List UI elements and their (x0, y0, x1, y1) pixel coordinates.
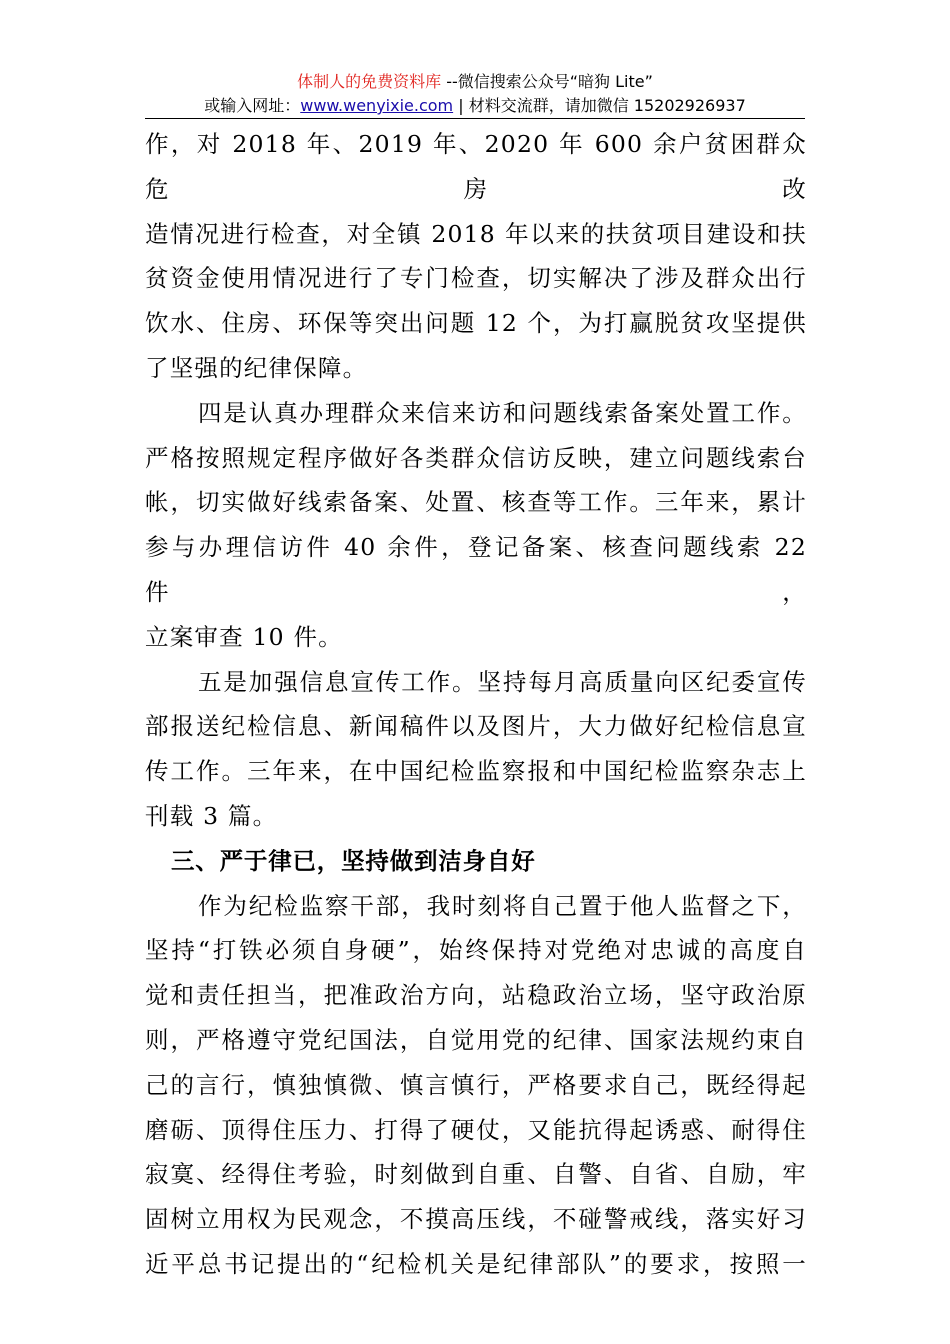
body-line: 部报送纪检信息、新闻稿件以及图片，大力做好纪检信息宣 (145, 712, 807, 741)
body-line: 立案审查 10 件。 (145, 622, 343, 651)
body-line: 寂寞、经得住考验，时刻做到自重、自警、自省、自励，牢 (145, 1160, 807, 1189)
body-line: 传工作。三年来，在中国纪检监察报和中国纪检监察杂志上 (145, 757, 807, 786)
body-line: 则，严格遵守党纪国法，自觉用党的纪律、国家法规约束自 (145, 1025, 807, 1054)
body-line: 了坚强的纪律保障。 (145, 353, 368, 382)
body-line: 己的言行，慎独慎微、慎言慎行，严格要求自己，既经得起 (145, 1070, 807, 1099)
body-line: 磨砺、顶得住压力、打得了硬仗，又能抗得起诱惑、耐得住 (145, 1115, 807, 1144)
header-brand: 体制人的免费资料库 (297, 72, 442, 91)
header-divider (145, 118, 805, 119)
body-line: 五是加强信息宣传工作。坚持每月高质量向区纪委宣传 (198, 667, 807, 696)
body-line: 近平总书记提出的“纪检机关是纪律部队”的要求，按照一 (145, 1249, 807, 1278)
body-line: 造情况进行检查，对全镇 2018 年以来的扶贫项目建设和扶 (145, 219, 807, 248)
header-line-2 (145, 94, 805, 118)
header-contact: | 材料交流群，请加微信 15202926937 (453, 96, 746, 115)
body-line: 作为纪检监察干部，我时刻将自己置于他人监督之下， (198, 891, 807, 920)
body-line: 参与办理信访件 40 余件，登记备案、核查问题线索 22 件， (145, 533, 807, 606)
body-line: 作，对 2018 年、2019 年、2020 年 600 余户贫困群众危房改 (145, 130, 807, 203)
section-heading: 三、严于律已，坚持做到洁身自好 (171, 846, 536, 875)
header-url-prefix: 或输入网址： (204, 96, 301, 115)
body-line: 觉和责任担当，把准政治方向，站稳政治立场，坚守政治原 (145, 981, 807, 1010)
page-header (145, 70, 805, 118)
body-line: 坚持“打铁必须自身硬”，始终保持对党绝对忠诚的高度自 (145, 936, 807, 965)
header-line-1 (145, 70, 805, 94)
header-tagline: --微信搜索公众号“暗狗 Lite” (441, 72, 653, 91)
body-line: 四是认真办理群众来信来访和问题线索备案处置工作。 (198, 398, 807, 427)
document-body (145, 122, 807, 1287)
body-line: 贫资金使用情况进行了专门检查，切实解决了涉及群众出行 (145, 264, 807, 293)
body-line: 固树立用权为民观念，不摸高压线，不碰警戒线，落实好习 (145, 1205, 807, 1234)
header-url-link[interactable]: www.wenyixie.com (300, 96, 454, 115)
body-line: 严格按照规定程序做好各类群众信访反映，建立问题线索台 (145, 443, 807, 472)
body-line: 饮水、住房、环保等突出问题 12 个，为打赢脱贫攻坚提供 (145, 309, 807, 338)
body-line: 刊载 3 篇。 (145, 801, 278, 830)
body-line: 帐，切实做好线索备案、处置、核查等工作。三年来，累计 (145, 488, 807, 517)
